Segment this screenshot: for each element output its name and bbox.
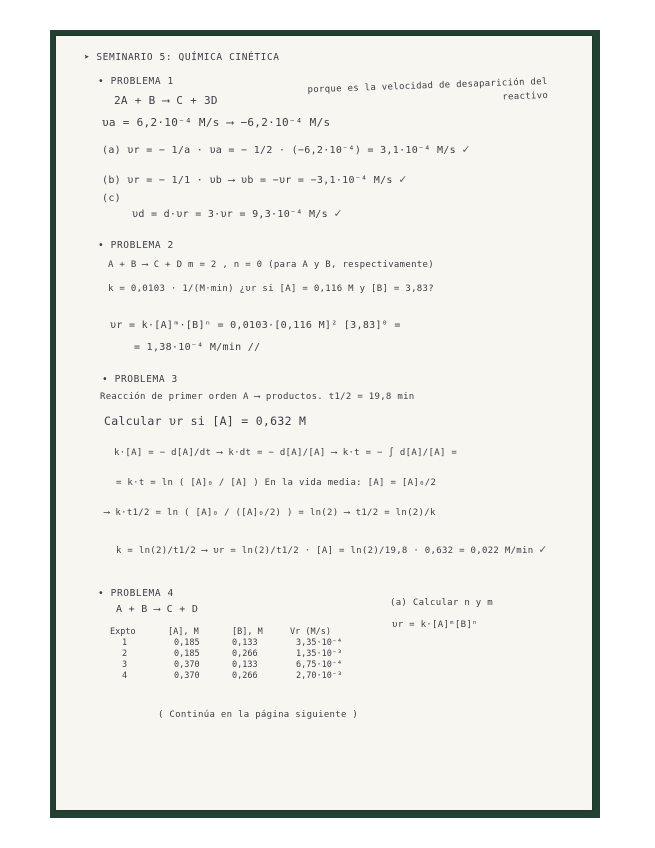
table-header-cell: Expto bbox=[110, 626, 136, 637]
checkmark-icon: ✓ bbox=[399, 172, 407, 186]
problem-1-part-c: υd = d·υr = 3·υr = 9,3·10⁻⁴ M/s ✓ bbox=[132, 206, 342, 220]
table-cell: 3 bbox=[122, 659, 128, 670]
page-title: ➤ SEMINARIO 5: QUÍMICA CINÉTICA bbox=[84, 52, 280, 63]
problem-3-heading: • PROBLEMA 3 bbox=[102, 374, 178, 385]
problem-1-part-a: (a) υr = − 1/a · υa = − 1/2 · (−6,2·10⁻⁴) = 3,1·10⁻⁴ M/s ✓ bbox=[102, 142, 470, 156]
problem-3-intro: Reacción de primer orden A ⟶ productos. t1/2 = 19,8 min bbox=[100, 392, 415, 402]
table-cell: 0,185 bbox=[174, 637, 200, 648]
experiment-table bbox=[110, 626, 370, 681]
checkmark-icon: ✓ bbox=[334, 206, 342, 220]
table-cell: 0,370 bbox=[174, 659, 200, 670]
problem-2-reaction: A + B ⟶ C + D m = 2 , n = 0 (para A y B, respectivamente) bbox=[108, 260, 434, 270]
table-cell: 0,266 bbox=[232, 648, 258, 659]
table-header-cell: Vr (M/s) bbox=[290, 626, 331, 637]
problem-4-rate-law: υr = k·[A]ᵐ[B]ⁿ bbox=[392, 620, 478, 630]
table-cell: 0,133 bbox=[232, 659, 258, 670]
problem-3-derivation-1: k·[A] = − d[A]/dt ⟶ k·dt = − d[A]/[A] ⟶ k·t = − ∫ d[A]/[A] = bbox=[114, 448, 458, 458]
problem-1-part-b: (b) υr = − 1/1 · υb ⟶ υb = −υr = −3,1·10⁻⁴ M/s ✓ bbox=[102, 172, 407, 186]
table-row bbox=[110, 637, 370, 648]
problem-1-heading: • PROBLEMA 1 bbox=[98, 76, 174, 87]
problem-4-question: (a) Calcular n y m bbox=[390, 598, 493, 608]
table-cell: 1,35·10⁻³ bbox=[296, 648, 343, 659]
table-cell: 0,133 bbox=[232, 637, 258, 648]
problem-2-equation: υr = k·[A]ᵐ·[B]ⁿ = 0,0103·[0,116 M]² [3,83]⁰ = bbox=[110, 320, 401, 331]
problem-2-result: = 1,38·10⁻⁴ M/min // bbox=[134, 342, 261, 353]
problem-3-derivation-3: ⟶ k·t1/2 = ln ( [A]₀ / ([A]₀/2) ) = ln(2) ⟶ t1/2 = ln(2)/k bbox=[104, 508, 436, 518]
table-cell: 0,266 bbox=[232, 670, 258, 681]
table-cell: 3,35·10⁻⁴ bbox=[296, 637, 343, 648]
problem-2-constant: k = 0,0103 · 1/(M·min) ¿υr si [A] = 0,116 M y [B] = 3,83? bbox=[108, 284, 434, 294]
table-cell: 6,75·10⁻⁴ bbox=[296, 659, 343, 670]
problem-4-heading: • PROBLEMA 4 bbox=[98, 588, 174, 599]
table-cell: 2 bbox=[122, 648, 128, 659]
table-cell: 2,70·10⁻³ bbox=[296, 670, 343, 681]
problem-1-note: porque es la velocidad de desaparición del reactivo bbox=[307, 76, 549, 103]
problem-1-reaction: 2A + B ⟶ C + 3D bbox=[114, 94, 218, 107]
checkmark-icon: ✓ bbox=[462, 142, 470, 156]
continuation-note: ( Continúa en la página siguiente ) bbox=[158, 710, 359, 720]
problem-1-rate: υa = 6,2·10⁻⁴ M/s ⟶ −6,2·10⁻⁴ M/s bbox=[102, 116, 331, 129]
problem-3-result: k = ln(2)/t1/2 ⟶ υr = ln(2)/t1/2 · [A] = ln(2)/19,8 · 0,632 = 0,022 M/min ✓ bbox=[116, 542, 547, 556]
arrow-bullet-icon: ➤ bbox=[84, 53, 91, 63]
table-row bbox=[110, 648, 370, 659]
problem-3-derivation-2: = k·t = ln ( [A]₀ / [A] ) En la vida media: [A] = [A]₀/2 bbox=[116, 478, 437, 488]
problem-4-reaction: A + B ⟶ C + D bbox=[116, 604, 199, 615]
table-header-cell: [A], M bbox=[168, 626, 199, 637]
table-row bbox=[110, 659, 370, 670]
table-cell: 1 bbox=[122, 637, 128, 648]
table-header-cell: [B], M bbox=[232, 626, 263, 637]
problem-1-part-c-label: (c) bbox=[102, 193, 121, 204]
table-cell: 0,185 bbox=[174, 648, 200, 659]
table-cell: 4 bbox=[122, 670, 128, 681]
table-row bbox=[110, 670, 370, 681]
table-cell: 0,370 bbox=[174, 670, 200, 681]
notebook-page bbox=[56, 36, 592, 810]
checkmark-icon: ✓ bbox=[539, 542, 547, 556]
problem-3-question: Calcular υr si [A] = 0,632 M bbox=[104, 414, 307, 428]
problem-2-heading: • PROBLEMA 2 bbox=[98, 240, 174, 251]
table-header-row bbox=[110, 626, 370, 637]
